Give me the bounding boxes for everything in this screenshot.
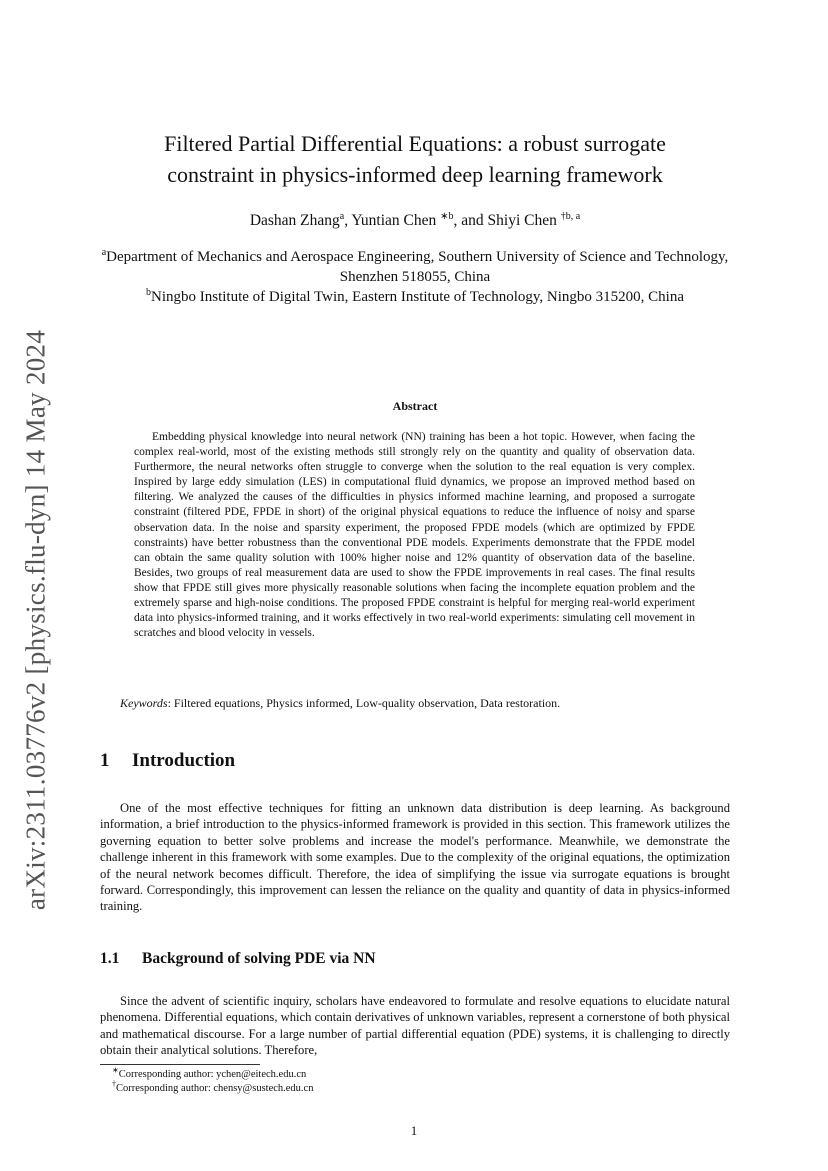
footnote-mark: † <box>112 1079 116 1089</box>
affiliations <box>100 247 730 307</box>
affiliation-mark: a <box>101 247 107 258</box>
affiliation-mark: b <box>146 287 151 298</box>
subsection-number: 1.1 <box>100 950 120 967</box>
footnote-item <box>112 1065 313 1082</box>
author-affiliation-mark: ∗b <box>440 210 454 222</box>
affiliation-item <box>100 247 730 287</box>
arxiv-identifier-stamp: arXiv:2311.03776v2 [physics.flu-dyn] 14 May 2024 <box>20 329 51 911</box>
affiliation-item <box>100 287 730 307</box>
footnote-item <box>112 1079 314 1096</box>
keywords-text: : Filtered equations, Physics informed, Low-quality observation, Data restoration. <box>167 696 561 710</box>
affiliation-text: Ningbo Institute of Digital Twin, Eastern Institute of Technology, Ningbo 315200, China <box>151 289 684 305</box>
footnote-rule <box>100 1064 260 1065</box>
author-name: Yuntian Chen <box>351 212 441 229</box>
introduction-paragraph: One of the most effective techniques for fitting an unknown data distribution is deep learning. As background information, a brief introduction to the physics-informed framework is provided in this section. This framework utilizes the governing equation to better solve problems and increase the model's performance. Meanwhile, we demonstrate the challenge inherent in this framework with some examples. Due to the complexity of the original equations, the optimization of the neural network becomes difficult. Therefore, the idea of simplifying the issue via surrogate equations is brought forward. Correspondingly, this improvement can lessen the reliance on the quality and quantity of data in physics-informed training. <box>100 801 730 914</box>
abstract-heading: Abstract <box>392 399 438 413</box>
paper-title <box>100 128 730 190</box>
background-paragraph: Since the advent of scientific inquiry, scholars have endeavored to formulate and resolve equations to elucidate natural phenomena. Differential equations, which contain derivatives of unknown variables, represent a cornerstone of both physical and mathematical discourse. For a large number of partial differential equation (PDE) systems, it is challenging to directly obtain their analytical solutions. Therefore, <box>100 994 730 1058</box>
affiliation-text: Department of Mechanics and Aerospace Engineering, Southern University of Science and Technology, Shenzhen 518055, China <box>106 249 729 285</box>
page-number: 1 <box>410 1123 418 1138</box>
author-separator: , <box>344 212 352 229</box>
title-line-1: Filtered Partial Differential Equations: a robust surrogate <box>164 131 666 156</box>
footnote-mark: ∗ <box>112 1065 119 1075</box>
keywords-line <box>120 696 720 711</box>
author-name: Dashan Zhang <box>249 212 340 229</box>
section-title: Introduction <box>132 750 236 771</box>
subsection-title: Background of solving PDE via NN <box>142 950 376 967</box>
title-line-2: constraint in physics-informed deep learning framework <box>167 162 663 187</box>
section-heading <box>100 750 235 772</box>
subsection-heading <box>100 950 376 968</box>
author-name: Shiyi Chen <box>487 212 561 229</box>
keywords-label: Keywords <box>120 696 168 710</box>
footnote-text: Corresponding author: ychen@eitech.edu.cn <box>118 1069 307 1080</box>
abstract-body: Embedding physical knowledge into neural network (NN) training has been a hot topic. However, when facing the complex real-world, most of the existing methods still strongly rely on the quantity and quality of observation data. Furthermore, the neural networks often struggle to converge when the solution to the real equation is very complex. Inspired by large eddy simulation (LES) in computational fluid dynamics, we propose an improved method based on filtering. We analyzed the causes of the difficulties in physics informed machine learning, and proposed a surrogate constraint (filtered PDE, FPDE in short) of the original physical equations to reduce the influence of noisy and sparse observation data. In the noise and sparsity experiment, the proposed FPDE models (which are optimized by FPDE constraints) have better robustness than the conventional PDE models. Experiments demonstrate that the FPDE model can obtain the same quality solution with 100% higher noise and 12% quantity of observation data of the baseline. Besides, two groups of real measurement data are used to show the FPDE improvements in real cases. The final results show that FPDE still gives more physically reasonable solutions when facing the incomplete equation problem and the extremely sparse and high-noise conditions. The proposed FPDE constraint is helpful for merging real-world experiment data into physics-informed training, and it works effectively in two real-world experiments: simulating cell movement in scratches and blood velocity in vessels. <box>134 431 695 640</box>
author-affiliation-mark: †b, a <box>560 210 581 222</box>
footnote-text: Corresponding author: chensy@sustech.edu.cn <box>116 1083 314 1094</box>
author-separator: , and <box>453 212 488 229</box>
section-number: 1 <box>100 750 110 771</box>
author-list <box>100 212 730 230</box>
author-affiliation-mark: a <box>339 210 345 222</box>
footnotes <box>112 1065 314 1096</box>
